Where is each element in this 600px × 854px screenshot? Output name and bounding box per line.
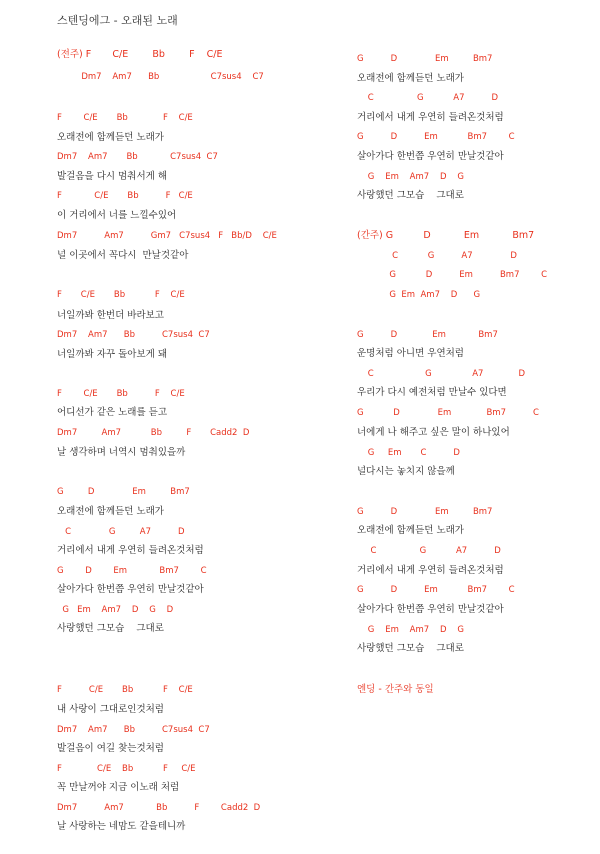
lyric-line: 내 사랑이 그대로인것처럼 [57, 704, 164, 715]
section-label: (전주) F C/E Bb F C/E [57, 49, 223, 60]
chord-line: Dm7 Am7 Bb F Cadd2 D [57, 803, 261, 813]
lyric-line: 사랑했던 그모습 그대로 [357, 643, 464, 654]
lyric-line: 꼭 만날꺼야 지금 이노래 처럼 [57, 782, 180, 793]
chord-line: F C/E Bb F C/E [57, 389, 185, 399]
lyric-line: 살아가다 한번쯤 우연히 만날것같아 [357, 151, 504, 162]
chord-line: G Em Am7 D G [357, 290, 481, 300]
lyric-line: 널다시는 놓치지 않을께 [357, 466, 455, 477]
chord-line: G D Em Bm7 [57, 487, 190, 497]
lyric-line: 발걸음을 다시 멈춰서게 해 [57, 171, 168, 182]
lyric-line: 살아가다 한번쯤 우연히 만날것같아 [357, 604, 504, 615]
lyric-line: 사랑했던 그모습 그대로 [357, 190, 464, 201]
chord-line: F C/E Bb F C/E [57, 290, 185, 300]
lyric-line: 오래전에 함께듣던 노래가 [357, 73, 464, 84]
lyric-line: 거리에서 내게 우연히 들려온것처럼 [357, 565, 504, 576]
chord-line: G D Em Bm7 [357, 330, 498, 340]
lyric-line: 오래전에 함께듣던 노래가 [57, 132, 164, 143]
chord-line: F C/E Bb F C/E [57, 764, 196, 774]
lyric-line: 이 거리에서 너를 느낄수있어 [57, 210, 177, 221]
lyric-line: 날 생각하며 너역시 멈춰있을까 [57, 447, 186, 458]
lyric-line: 오래전에 함께듣던 노래가 [357, 525, 464, 536]
chord-line: Dm7 Am7 Gm7 C7sus4 F Bb/D C/E [57, 231, 277, 241]
lyric-line: 오래전에 함께듣던 노래가 [57, 506, 164, 517]
chord-line: G D Em Bm7 C [357, 408, 539, 418]
chord-line: G D Em Bm7 [357, 507, 493, 517]
chord-line: C G A7 D [357, 93, 499, 103]
song-title: 스텐딩에그 - 오래된 노래 [57, 14, 178, 27]
chord-line: C G A7 D [57, 527, 185, 537]
chord-line: F C/E Bb F C/E [57, 113, 193, 123]
chord-line: G Em Am7 D G D [57, 605, 174, 615]
chord-line: F C/E Bb F C/E [57, 685, 193, 695]
lyric-line: 살아가다 한번쯤 우연히 만날것같아 [57, 584, 204, 595]
chord-line: G Em Am7 D G [357, 625, 464, 635]
lyric-line: 우리가 다시 예전처럼 만날수 있다면 [357, 387, 507, 398]
chord-line: C G A7 D [357, 546, 501, 556]
section-label: 엔딩 - 간주와 동일 [357, 684, 434, 695]
lyric-line: 사랑했던 그모습 그대로 [57, 623, 164, 634]
chord-line: F C/E Bb F C/E [57, 191, 193, 201]
lyric-line: 너일까봐 자꾸 돌아보게 돼 [57, 349, 168, 360]
chord-line: G D Em Bm7 C [357, 270, 548, 280]
lyric-line: 거리에서 내게 우연히 들려온것처럼 [57, 545, 204, 556]
lyric-line: 발걸음이 여길 찾는것처럼 [57, 743, 164, 754]
lyric-line: 너에게 나 해주고 싶은 말이 하나있어 [357, 427, 510, 438]
chord-line: C G A7 D [357, 369, 526, 379]
lyric-line: 거리에서 내게 우연히 들려온것처럼 [357, 112, 504, 123]
chord-line: G D Em Bm7 [357, 54, 493, 64]
chord-line: C G A7 D [357, 251, 517, 261]
lyric-line: 운명처럼 아니면 우연처럼 [357, 348, 464, 359]
lyric-line: 널 이곳에서 꼭다시 만날것같아 [57, 250, 189, 261]
chord-line: Dm7 Am7 Bb C7sus4 C7 [57, 72, 264, 82]
chord-line: G Em Am7 D G [357, 172, 464, 182]
chord-line: G Em C D [357, 448, 460, 458]
chord-line: Dm7 Am7 Bb C7sus4 C7 [57, 725, 210, 735]
chord-line: G D Em Bm7 C [357, 132, 515, 142]
lyric-line: 너일까봐 한번더 바라보고 [57, 310, 164, 321]
section-label: (간주) G D Em Bm7 [357, 230, 535, 241]
chord-line: Dm7 Am7 Bb C7sus4 C7 [57, 152, 218, 162]
lyric-line: 어디선가 같은 노래를 듣고 [57, 407, 168, 418]
chord-line: G D Em Bm7 C [57, 566, 207, 576]
lyric-line: 날 사랑하는 네맘도 같을테니까 [57, 821, 186, 832]
chord-line: Dm7 Am7 Bb C7sus4 C7 [57, 330, 210, 340]
chord-line: G D Em Bm7 C [357, 585, 515, 595]
chord-line: Dm7 Am7 Bb F Cadd2 D [57, 428, 250, 438]
